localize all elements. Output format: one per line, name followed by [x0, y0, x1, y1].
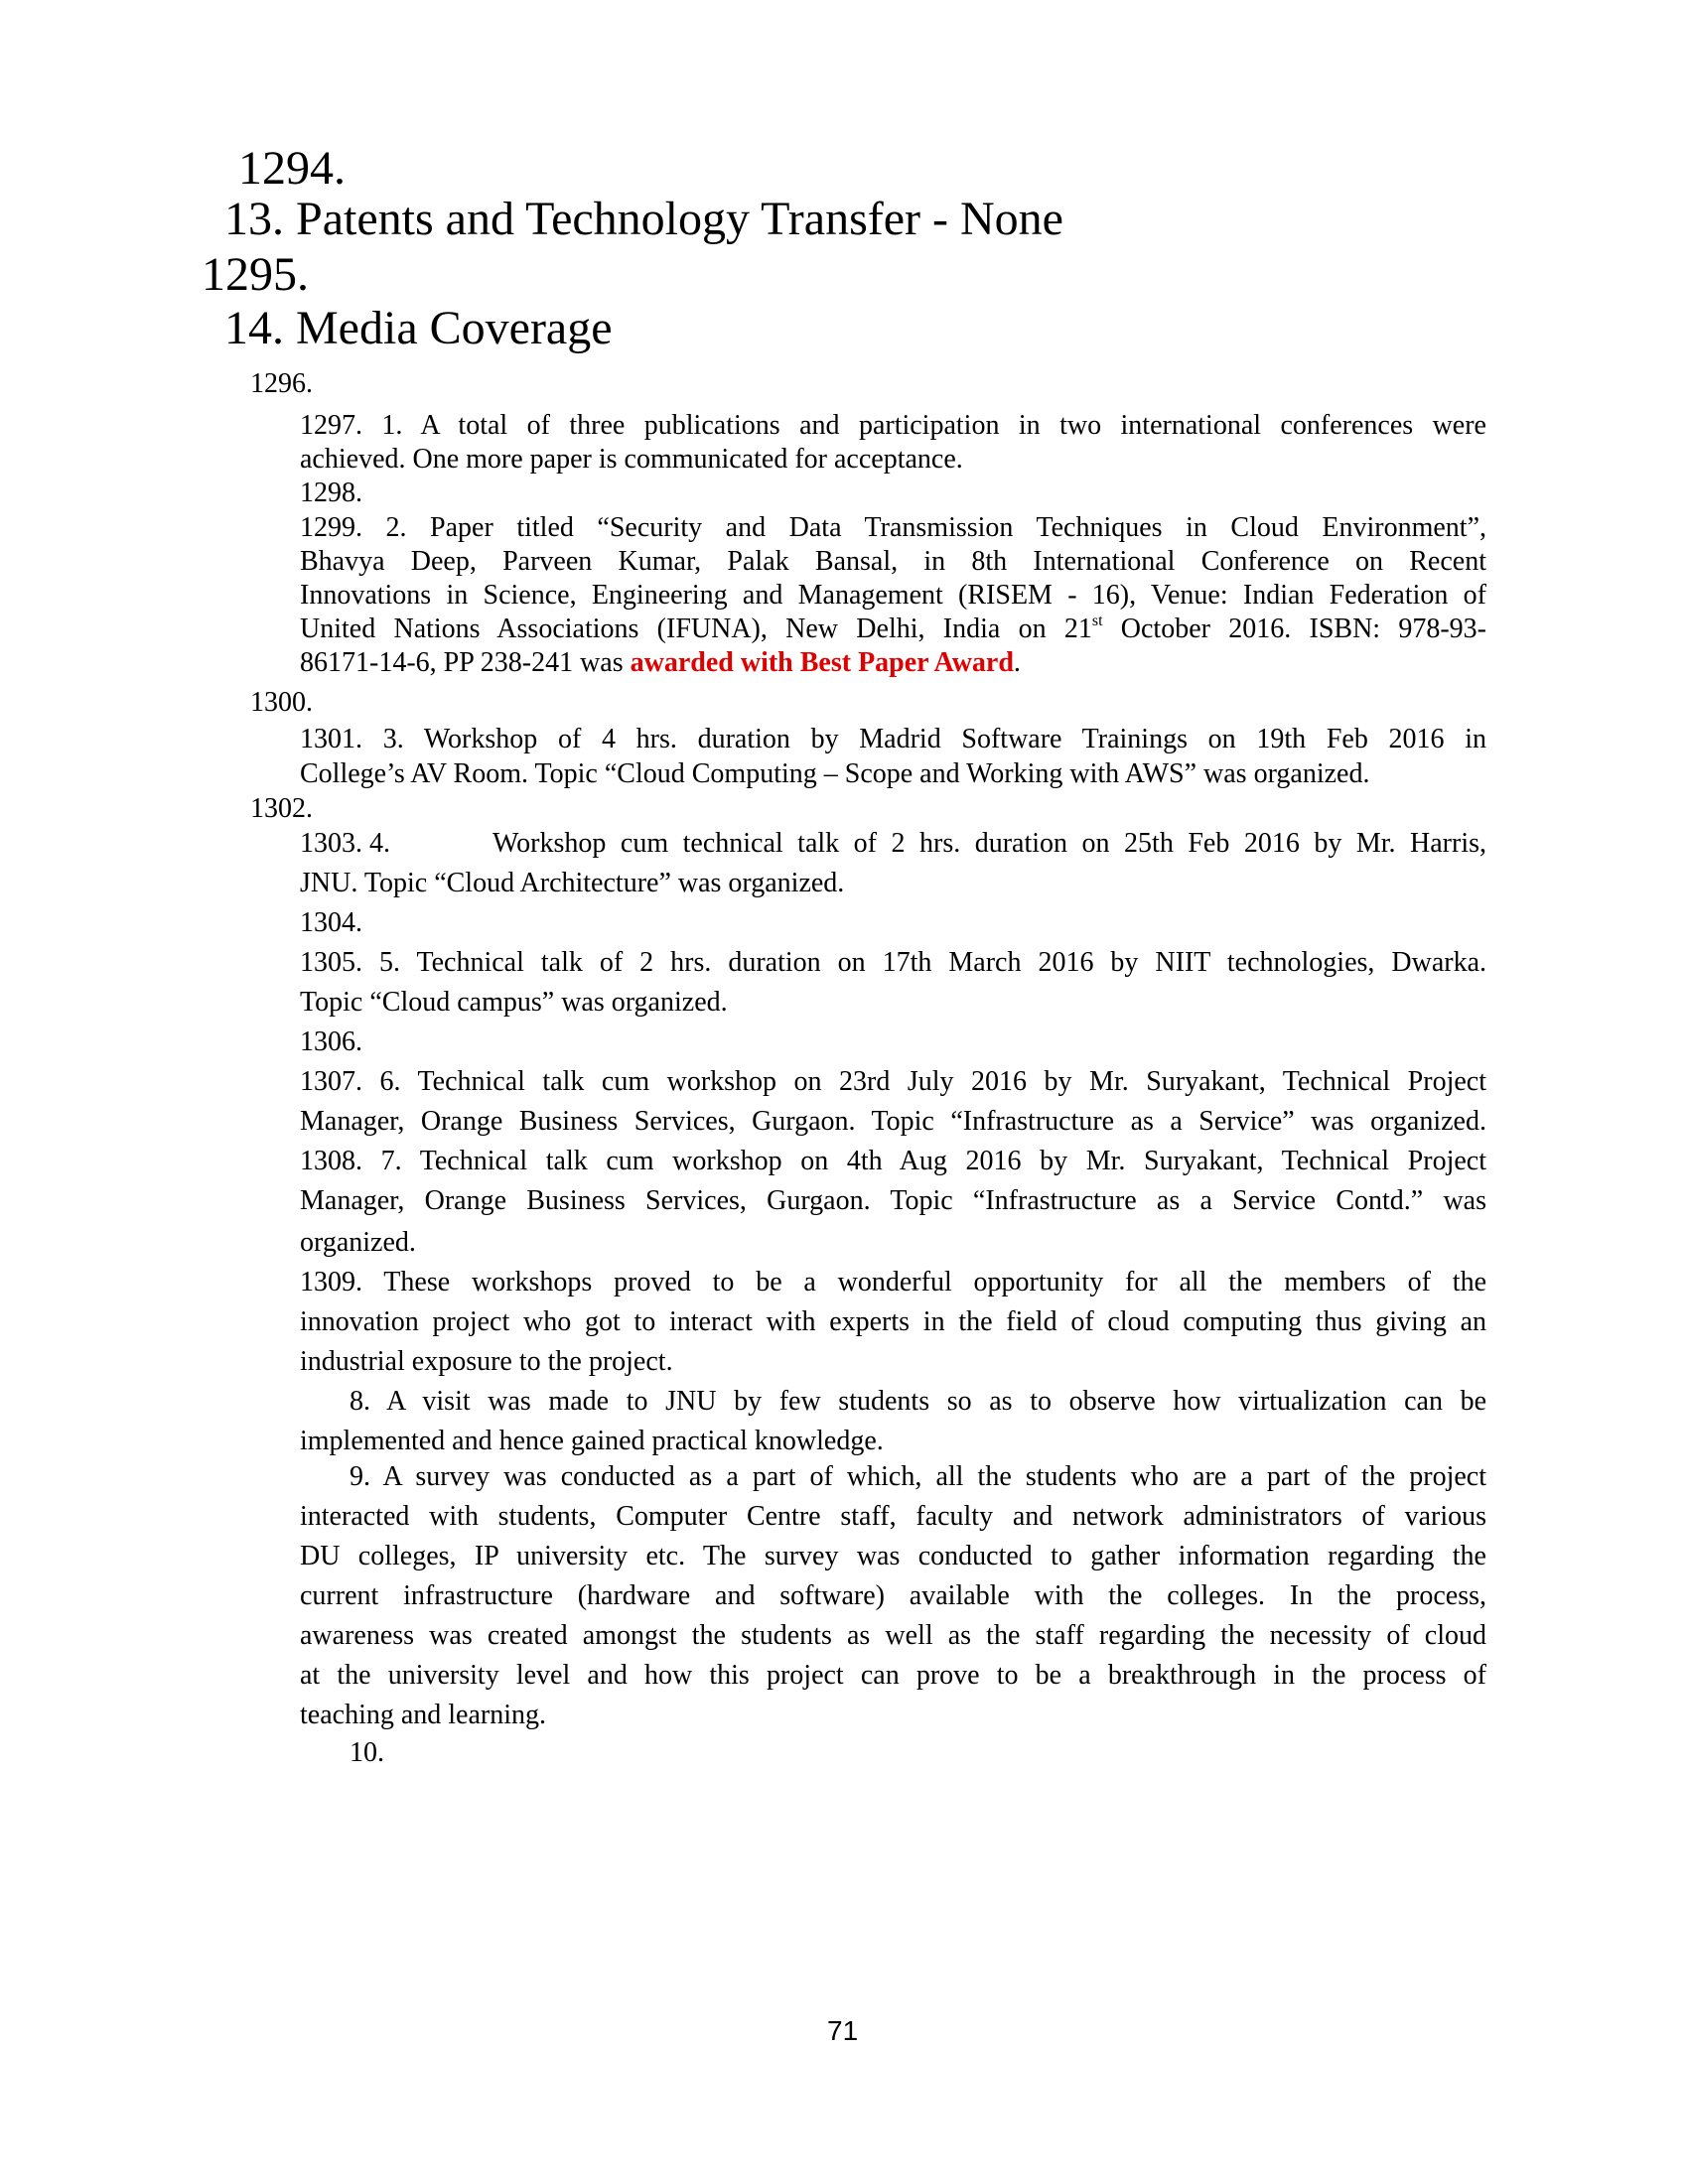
paragraph-line: DU colleges, IP university etc. The survey was conducted to gather information regarding the — [300, 1541, 1486, 1571]
paragraph-line: current infrastructure (hardware and software) available with the colleges. In the process, — [300, 1580, 1486, 1611]
paragraph-line: 9. A survey was conducted as a part of which, all the students who are a part of the project — [350, 1461, 1486, 1492]
paragraph-line: Innovations in Science, Engineering and Management (RISEM - 16), Venue: Indian Federation of — [300, 580, 1486, 611]
paragraph-line: 1308. 7. Technical talk cum workshop on 4th Aug 2016 by Mr. Suryakant, Technical Project — [300, 1146, 1486, 1176]
section-heading-patents: 13. Patents and Technology Transfer - None — [224, 193, 1063, 245]
paragraph-line — [300, 830, 1486, 858]
paragraph-line: JNU. Topic “Cloud Architecture” was organized. — [300, 868, 845, 898]
paragraph-line: 1309. These workshops proved to be a wonderful opportunity for all the members of the — [300, 1267, 1486, 1297]
paragraph-line: at the university level and how this project can prove to be a breakthrough in the process of — [300, 1660, 1486, 1691]
paragraph-line — [300, 615, 1486, 643]
paragraph-line: Topic “Cloud campus” was organized. — [300, 987, 728, 1018]
list-number-1300: 1300. — [250, 687, 313, 718]
paragraph-line: 8. A visit was made to JNU by few students so as to observe how virtualization can be — [350, 1386, 1486, 1417]
text-segment: . — [1013, 647, 1021, 678]
list-number-10: 10. — [350, 1737, 384, 1768]
list-number-1302: 1302. — [250, 793, 313, 824]
list-number-1294: 1294. — [238, 142, 346, 195]
paragraph-line: 1305. 5. Technical talk of 2 hrs. duration on 17th March 2016 by NIIT technologies, Dwarka. — [300, 947, 1486, 978]
list-number-1298: 1298. — [300, 478, 362, 508]
paragraph-line: Manager, Orange Business Services, Gurgaon. Topic “Infrastructure as a Service” was organized. — [300, 1106, 1486, 1137]
paragraph-line: Manager, Orange Business Services, Gurgaon. Topic “Infrastructure as a Service Contd.” was — [300, 1185, 1486, 1216]
paragraph-line: College’s AV Room. Topic “Cloud Computing – Scope and Working with AWS” was organized. — [300, 758, 1370, 789]
paragraph-line: awareness was created amongst the students as well as the staff regarding the necessity of cloud — [300, 1620, 1486, 1651]
paragraph-line: Bhavya Deep, Parveen Kumar, Palak Bansal, in 8th International Conference on Recent — [300, 546, 1486, 577]
text-segment: United Nations Associations (IFUNA), New Delhi, India on 21 — [300, 614, 1092, 644]
page-number: 71 — [827, 2015, 859, 2046]
list-number-1295: 1295. — [202, 248, 309, 301]
paragraph-line: innovation project who got to interact with experts in the field of cloud computing thus giving an — [300, 1306, 1486, 1337]
text-segment: October 2016. ISBN: 978-93- — [1102, 614, 1486, 644]
section-heading-media-coverage: 14. Media Coverage — [224, 302, 613, 354]
paragraph-line: achieved. One more paper is communicated for acceptance. — [300, 444, 963, 475]
list-number-1304: 1304. — [300, 907, 362, 938]
text-segment: 86171-14-6, PP 238-241 was — [300, 647, 631, 678]
paragraph-line: 1297. 1. A total of three publications and participation in two international conferences were — [300, 410, 1486, 441]
paragraph-line: teaching and learning. — [300, 1700, 547, 1730]
paragraph-line: interacted with students, Computer Centre staff, faculty and network administrators of various — [300, 1501, 1486, 1532]
paragraph-line: organized. — [300, 1227, 416, 1258]
paragraph-line: 1307. 6. Technical talk cum workshop on 23rd July 2016 by Mr. Suryakant, Technical Project — [300, 1066, 1486, 1097]
best-paper-award-highlight: awarded with Best Paper Award — [630, 647, 1014, 678]
list-number: 1303. 4. — [300, 828, 390, 859]
list-number-1306: 1306. — [300, 1026, 362, 1057]
paragraph-line: implemented and hence gained practical knowledge. — [300, 1426, 884, 1456]
paragraph-line: 1301. 3. Workshop of 4 hrs. duration by Madrid Software Trainings on 19th Feb 2016 in — [300, 724, 1486, 754]
text-segment: Workshop cum technical talk of 2 hrs. duration on 25th Feb 2016 by Mr. Harris, — [492, 828, 1486, 859]
paragraph-line: industrial exposure to the project. — [300, 1346, 673, 1377]
paragraph-line — [300, 649, 1486, 677]
paragraph-line: 1299. 2. Paper titled “Security and Data Transmission Techniques in Cloud Environment”, — [300, 512, 1486, 543]
list-number-1296: 1296. — [250, 368, 313, 399]
ordinal-superscript: st — [1091, 613, 1103, 629]
